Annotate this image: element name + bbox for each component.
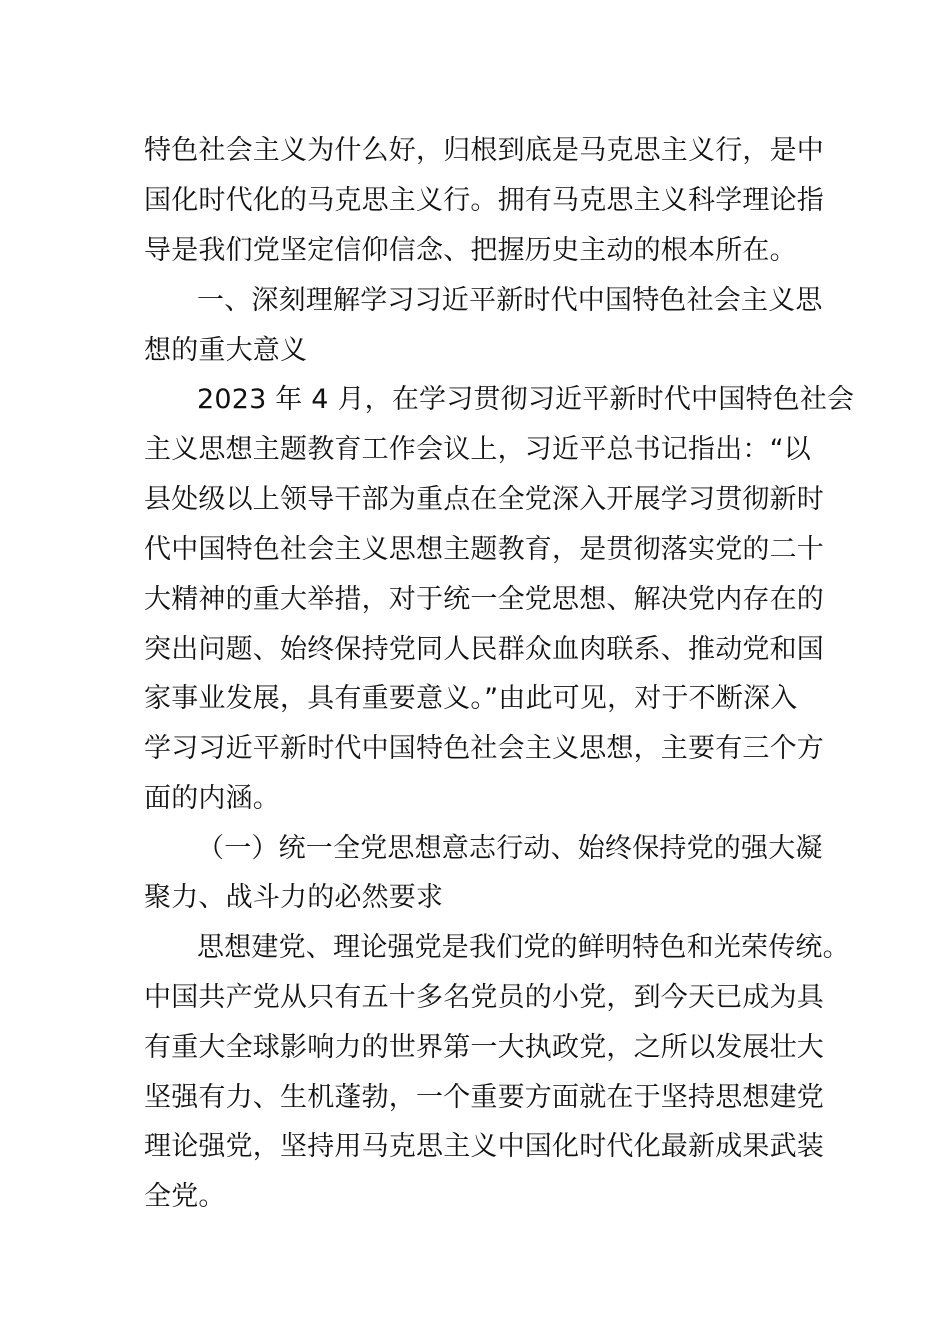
body-text-line: 导是我们党坚定信仰信念、把握历史主动的根本所在。 [144, 235, 797, 266]
body-text-line: 国化时代化的马克思主义行。拥有马克思主义科学理论指 [144, 185, 824, 216]
body-text-line: 思想建党、理论强党是我们党的鲜明特色和光荣传统。 [197, 932, 850, 963]
body-text-line: 突出问题、始终保持党同人民群众血肉联系、推动党和国 [144, 634, 824, 665]
section-heading-line: 想的重大意义 [144, 335, 308, 366]
body-text-line: 代中国特色社会主义思想主题教育，是贯彻落实党的二十 [144, 534, 824, 565]
section-heading-line: 一、深刻理解学习习近平新时代中国特色社会主义思 [197, 285, 823, 316]
body-text-line: 理论强党，坚持用马克思主义中国化时代化最新成果武装 [144, 1131, 824, 1162]
body-text-line: 大精神的重大举措，对于统一全党思想、解决党内存在的 [144, 584, 824, 615]
body-text-line: 学习习近平新时代中国特色社会主义思想，主要有三个方 [144, 733, 824, 764]
body-text-line: 面的内涵。 [144, 783, 280, 814]
subsection-heading-line: （一）统一全党思想意志行动、始终保持党的强大凝 [197, 833, 823, 864]
body-text-line: 中国共产党从只有五十多名党员的小党，到今天已成为具 [144, 982, 824, 1013]
body-text-line: 有重大全球影响力的世界第一大执政党，之所以发展壮大 [144, 1032, 824, 1063]
body-text-line: 县处级以上领导干部为重点在全党深入开展学习贯彻新时 [144, 484, 824, 515]
subsection-heading-line: 聚力、战斗力的必然要求 [144, 882, 444, 913]
body-text-line: 2023 年 4 月，在学习贯彻习近平新时代中国特色社会 [197, 384, 855, 415]
body-text-line: 家事业发展，具有重要意义。”由此可见，对于不断深入 [144, 683, 798, 714]
body-text-line: 主义思想主题教育工作会议上，习近平总书记指出：“以 [144, 434, 811, 465]
body-text-line: 特色社会主义为什么好，归根到底是马克思主义行，是中 [144, 135, 824, 166]
body-text-line: 全党。 [144, 1181, 226, 1212]
body-text-line: 坚强有力、生机蓬勃，一个重要方面就在于坚持思想建党 [144, 1082, 824, 1113]
